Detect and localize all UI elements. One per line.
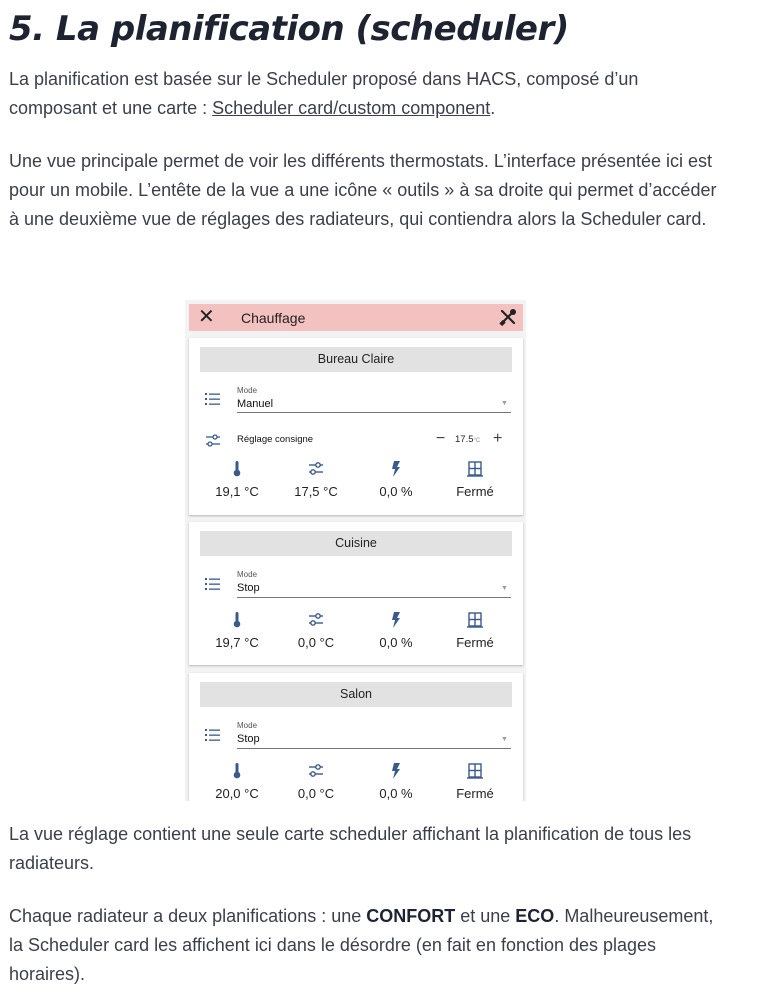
sliders-icon	[307, 762, 325, 780]
intro-paragraph	[9, 65, 729, 123]
setpoint-value	[455, 434, 480, 447]
tools-icon[interactable]	[498, 307, 518, 327]
mode-label: Mode	[237, 386, 258, 395]
window-icon	[466, 611, 484, 629]
schedules-paragraph	[9, 902, 729, 989]
mode-label: Mode	[237, 570, 258, 579]
setpoint-label: Réglage consigne	[237, 434, 314, 445]
mode-underline	[237, 597, 511, 598]
window-state: Fermé	[456, 484, 494, 499]
intro-text-end: .	[490, 98, 496, 118]
mode-underline	[237, 748, 511, 749]
confort-label: CONFORT	[366, 906, 456, 926]
list-icon	[205, 728, 221, 742]
chevron-down-icon[interactable]: ▼	[501, 736, 508, 743]
mobile-screenshot	[185, 300, 526, 801]
schedules-text-2: et une	[455, 906, 516, 926]
chevron-down-icon[interactable]: ▼	[501, 585, 508, 592]
close-icon[interactable]: ✕	[198, 306, 215, 328]
decrease-button[interactable]: −	[436, 430, 446, 447]
mode-label: Mode	[237, 721, 258, 730]
thermostat-card	[189, 338, 523, 515]
target-value: 0,0 °C	[297, 786, 335, 801]
window-state: Fermé	[456, 786, 494, 801]
window-icon	[466, 460, 484, 478]
card-title: Cuisine	[200, 531, 512, 556]
main-view-paragraph: Une vue principale permet de voir les différents thermostats. L’interface présentée ici est pour un mobile. L’entête de la vue a une icône « outils » à sa droite qui permet d’accéder à une deuxième vue de réglages des radiateurs, qui contiendra alors la Scheduler card.	[9, 151, 717, 229]
setpoint-number: 17.5	[455, 434, 474, 445]
lightning-icon	[387, 460, 405, 478]
schedules-text: Chaque radiateur a deux planifications : une	[9, 906, 367, 926]
power-value: 0,0 %	[379, 786, 413, 801]
temperature-value: 20,0 °C	[215, 786, 259, 801]
list-icon	[205, 392, 221, 406]
window-icon	[466, 762, 484, 780]
setpoint-unit: °C	[473, 438, 481, 444]
scheduler-link[interactable]: Scheduler card/custom component	[212, 98, 491, 118]
power-value: 0,0 %	[379, 635, 413, 650]
target-value: 17,5 °C	[294, 484, 338, 499]
card-title: Bureau Claire	[200, 347, 512, 372]
mode-select[interactable]: Stop	[237, 582, 260, 594]
thermometer-icon	[228, 460, 246, 478]
sliders-icon	[307, 460, 325, 478]
temperature-value: 19,7 °C	[215, 635, 259, 650]
sliders-icon	[307, 611, 325, 629]
settings-view-paragraph: La vue réglage contient une seule carte scheduler affichant la planification de tous les radiateurs.	[9, 824, 692, 873]
increase-button[interactable]: +	[493, 430, 503, 447]
mode-select[interactable]: Stop	[237, 733, 260, 745]
app-header	[189, 304, 523, 331]
schedules-text-3: . Malheureusement, la Scheduler card les affichent ici dans le désordre (en fait en fonction des plages horaires).	[9, 906, 714, 984]
intro-text: La planification est basée sur le Scheduler proposé dans HACS, composé d’un composant et une carte :	[9, 69, 639, 118]
thermostat-card	[189, 673, 523, 801]
lightning-icon	[387, 611, 405, 629]
app-header-title: Chauffage	[241, 310, 306, 326]
temperature-value: 19,1 °C	[215, 484, 259, 499]
power-value: 0,0 %	[379, 484, 413, 499]
chevron-down-icon[interactable]: ▼	[501, 400, 508, 407]
thermostat-card	[189, 522, 523, 665]
lightning-icon	[387, 762, 405, 780]
section-heading: 5. La planification (scheduler)	[9, 9, 569, 49]
list-icon	[205, 577, 221, 591]
mode-select[interactable]: Manuel	[237, 398, 274, 410]
thermometer-icon	[228, 762, 246, 780]
sliders-icon	[205, 433, 221, 449]
card-title: Salon	[200, 682, 512, 707]
thermometer-icon	[228, 611, 246, 629]
mode-underline	[237, 412, 511, 413]
eco-label: ECO	[515, 906, 555, 926]
target-value: 0,0 °C	[297, 635, 335, 650]
window-state: Fermé	[456, 635, 494, 650]
